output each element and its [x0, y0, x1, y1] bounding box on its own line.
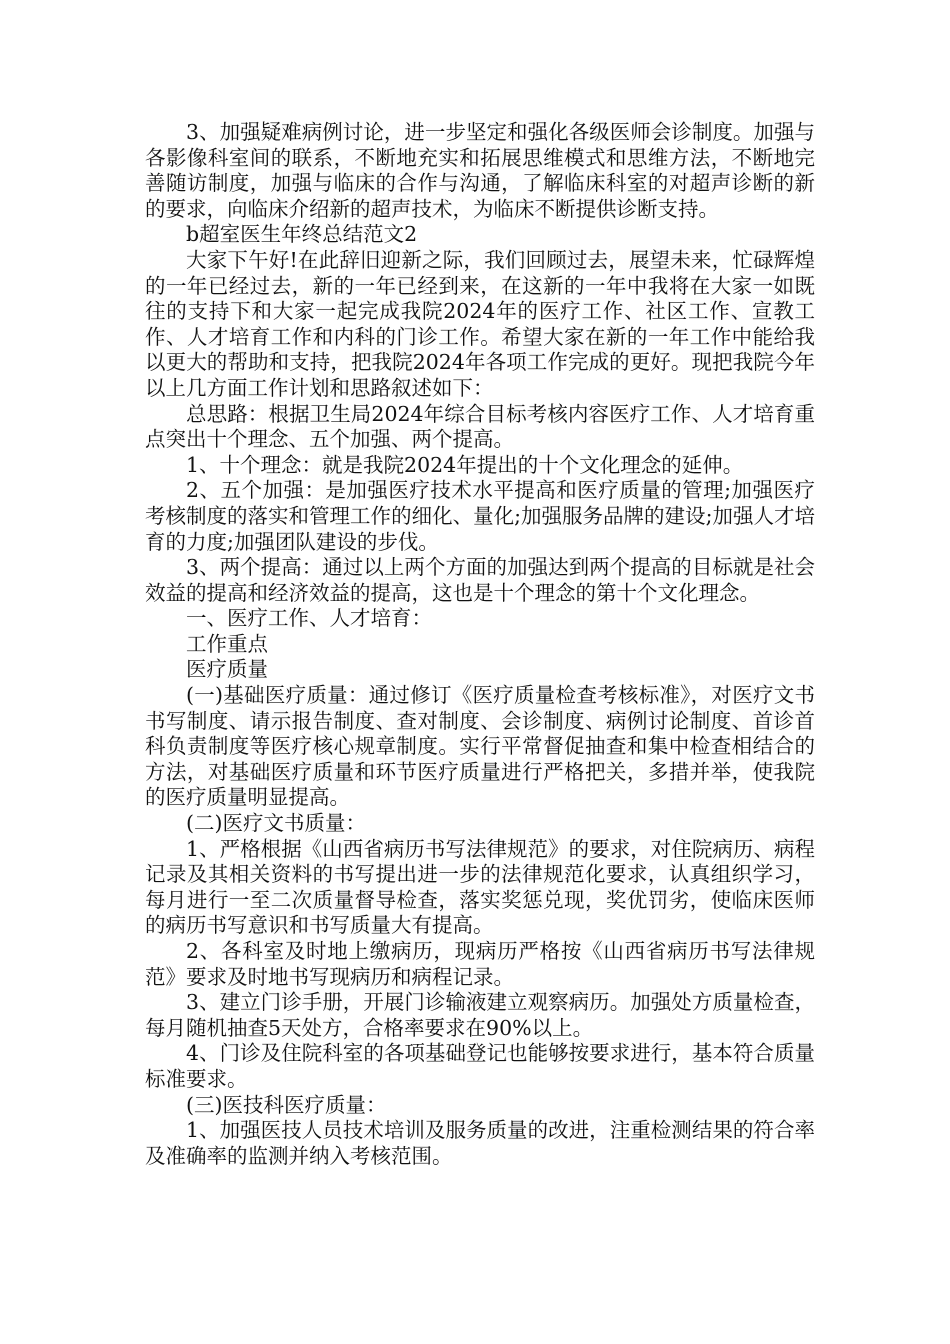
paragraph-record-writing: 1、严格根据《山西省病历书写法律规范》的要求，对住院病历、病程记录及其相关资料的书写提出进一步的法律规范化要求，认真组织学习，每月进行一至二次质量督导检查，落实奖惩兑现，奖优罚劣，使临床医师的病历书写意识和书写质量大有提高。 [145, 836, 815, 938]
paragraph-ten-concepts: 1、十个理念：就是我院2024年提出的十个文化理念的延伸。 [186, 452, 744, 477]
section-heading: b超室医生年终总结范文2 [186, 222, 418, 247]
paragraph-registration: 4、门诊及住院科室的各项基础登记也能够按要求进行，基本符合质量标准要求。 [145, 1041, 815, 1091]
heading-medical-quality: 医疗质量 [186, 657, 268, 682]
paragraph-record-submission: 2、各科室及时地上缴病历，现病历严格按《山西省病历书写法律规范》要求及时地书写现病历和病程记录。 [145, 939, 815, 989]
paragraph-consultation: 3、加强疑难病例讨论，进一步坚定和强化各级医师会诊制度。加强与各影像科室间的联系，不断地充实和拓展思维模式和思维方法，不断地完善随访制度，加强与临床的合作与沟通，了解临床科室的对超声诊断的新的要求，向临床介绍新的超声技术，为临床不断提供诊断支持。 [145, 120, 815, 221]
paragraph-five-strengthen: 2、五个加强：是加强医疗技术水平提高和医疗质量的管理;加强医疗考核制度的落实和管理工作的细化、量化;加强服务品牌的建设;加强人才培育的力度;加强团队建设的步伐。 [145, 478, 815, 554]
paragraph-technical-training: 1、加强医技人员技术培训及服务质量的改进，注重检测结果的符合率及准确率的监测并纳入考核范围。 [145, 1118, 815, 1168]
heading-medical-work: 一、医疗工作、人才培育： [186, 606, 432, 631]
heading-document-quality: (二)医疗文书质量： [186, 811, 366, 836]
paragraph-overall-idea: 总思路：根据卫生局2024年综合目标考核内容医疗工作、人才培育重点突出十个理念、五个加强、两个提高。 [145, 401, 815, 452]
document-body [145, 120, 815, 1169]
heading-work-focus: 工作重点 [186, 631, 268, 656]
paragraph-greeting: 大家下午好!在此辞旧迎新之际，我们回顾过去，展望未来，忙碌辉煌的一年已经过去，新的一年已经到来，在这新的一年中我将在大家一如既往的支持下和大家一起完成我院2024年的医疗工作、社区工作、宣教工作、人才培育工作和内科的门诊工作。希望大家在新的一年工作中能给我以更大的帮助和支持，把我院2024年各项工作完成的更好。现把我院今年以上几方面工作计划和思路叙述如下： [145, 247, 815, 400]
heading-technical-quality: (三)医技科医疗质量： [186, 1092, 387, 1117]
paragraph-outpatient-manual: 3、建立门诊手册，开展门诊输液建立观察病历。加强处方质量检查，每月随机抽查5天处方，合格率要求在90%以上。 [145, 990, 815, 1040]
paragraph-two-improve: 3、两个提高：通过以上两个方面的加强达到两个提高的目标就是社会效益的提高和经济效益的提高，这也是十个理念的第十个文化理念。 [145, 555, 815, 605]
paragraph-basic-quality: (一)基础医疗质量：通过修订《医疗质量检查考核标准》，对医疗文书书写制度、请示报告制度、查对制度、会诊制度、病例讨论制度、首诊首科负责制度等医疗核心规章制度。实行平常督促抽查和集中检查相结合的方法，对基础医疗质量和环节医疗质量进行严格把关，多措并举，使我院的医疗质量明显提高。 [145, 683, 815, 810]
